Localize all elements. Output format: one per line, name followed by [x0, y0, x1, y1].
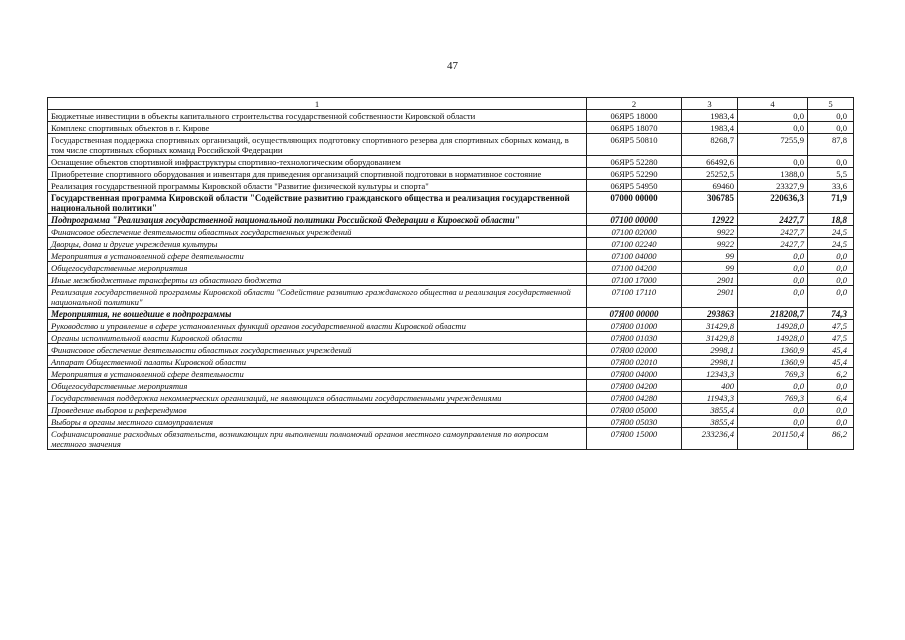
row-value-percent-cell: 24,5	[808, 238, 854, 250]
table-row	[48, 156, 854, 168]
row-name-cell: Государственная поддержка некоммерческих организаций, не являющихся областными государственными учреждениями	[48, 392, 587, 404]
row-value-executed-cell: 23327,9	[738, 180, 808, 192]
row-name-cell: Дворцы, дома и другие учреждения культуры	[48, 238, 587, 250]
row-value-executed-cell: 0,0	[738, 416, 808, 428]
table-row	[48, 286, 854, 308]
row-code-cell: 07Я00 02010	[587, 356, 682, 368]
table-body	[48, 110, 854, 450]
row-value-planned-cell: 2901	[682, 274, 738, 286]
row-value-percent-cell: 33,6	[808, 180, 854, 192]
row-code-cell: 07000 00000	[587, 192, 682, 214]
row-code-cell: 06ЯР5 18070	[587, 122, 682, 134]
row-value-executed-cell: 0,0	[738, 122, 808, 134]
row-name-cell: Выборы в органы местного самоуправления	[48, 416, 587, 428]
row-value-executed-cell: 1360,9	[738, 344, 808, 356]
row-name-cell: Реализация государственной программы Кировской области "Развитие физической культуры и спорта"	[48, 180, 587, 192]
row-value-percent-cell: 0,0	[808, 380, 854, 392]
row-value-planned-cell: 2998,1	[682, 344, 738, 356]
table-row	[48, 380, 854, 392]
row-name-cell: Общегосударственные мероприятия	[48, 380, 587, 392]
row-name-cell: Руководство и управление в сфере установленных функций органов государственной власти Кировской области	[48, 320, 587, 332]
row-value-planned-cell: 66492,6	[682, 156, 738, 168]
row-name-cell: Государственная поддержка спортивных организаций, осуществляющих подготовку спортивного резерва для спортивных сборных команд, в том числе спортивных сборных команд Российской Федерации	[48, 134, 587, 156]
table-row	[48, 180, 854, 192]
table-row	[48, 344, 854, 356]
row-code-cell: 07100 17110	[587, 286, 682, 308]
table-row	[48, 308, 854, 320]
row-value-planned-cell: 9922	[682, 226, 738, 238]
row-value-executed-cell: 0,0	[738, 274, 808, 286]
row-value-executed-cell: 0,0	[738, 250, 808, 262]
row-name-cell: Оснащение объектов спортивной инфраструктуры спортивно-технологическим оборудованием	[48, 156, 587, 168]
page-number: 47	[447, 60, 458, 72]
row-value-planned-cell: 400	[682, 380, 738, 392]
row-value-executed-cell: 2427,7	[738, 226, 808, 238]
row-value-percent-cell: 86,2	[808, 428, 854, 450]
row-value-percent-cell: 45,4	[808, 356, 854, 368]
row-value-planned-cell: 1983,4	[682, 122, 738, 134]
row-value-percent-cell: 0,0	[808, 404, 854, 416]
row-value-percent-cell: 0,0	[808, 274, 854, 286]
row-value-percent-cell: 47,5	[808, 332, 854, 344]
row-value-planned-cell: 2998,1	[682, 356, 738, 368]
row-value-planned-cell: 9922	[682, 238, 738, 250]
row-value-executed-cell: 1360,9	[738, 356, 808, 368]
row-value-executed-cell: 14928,0	[738, 332, 808, 344]
row-value-planned-cell: 306785	[682, 192, 738, 214]
row-value-planned-cell: 3855,4	[682, 416, 738, 428]
table-row	[48, 368, 854, 380]
table-row	[48, 356, 854, 368]
row-value-executed-cell: 1388,0	[738, 168, 808, 180]
row-code-cell: 07100 04200	[587, 262, 682, 274]
row-value-planned-cell: 233236,4	[682, 428, 738, 450]
row-value-percent-cell: 0,0	[808, 156, 854, 168]
row-value-executed-cell: 0,0	[738, 262, 808, 274]
row-value-planned-cell: 31429,8	[682, 332, 738, 344]
row-value-executed-cell: 769,3	[738, 392, 808, 404]
row-value-executed-cell: 2427,7	[738, 238, 808, 250]
row-value-executed-cell: 769,3	[738, 368, 808, 380]
table-row	[48, 262, 854, 274]
row-value-executed-cell: 0,0	[738, 156, 808, 168]
row-name-cell: Иные межбюджетные трансферты из областного бюджета	[48, 274, 587, 286]
table-row	[48, 392, 854, 404]
row-value-percent-cell: 0,0	[808, 262, 854, 274]
table-row	[48, 428, 854, 450]
row-value-planned-cell: 99	[682, 250, 738, 262]
row-value-percent-cell: 0,0	[808, 250, 854, 262]
row-code-cell: 07Я00 15000	[587, 428, 682, 450]
row-value-executed-cell: 0,0	[738, 380, 808, 392]
row-value-percent-cell: 0,0	[808, 416, 854, 428]
row-name-cell: Проведение выборов и референдумов	[48, 404, 587, 416]
table-row	[48, 214, 854, 226]
row-code-cell: 07Я00 05000	[587, 404, 682, 416]
row-name-cell: Софинансирование расходных обязательств, возникающих при выполнении полномочий органов местного самоуправления по вопросам местного значения	[48, 428, 587, 450]
row-value-percent-cell: 6,2	[808, 368, 854, 380]
row-code-cell: 07Я00 04280	[587, 392, 682, 404]
row-value-planned-cell: 31429,8	[682, 320, 738, 332]
row-code-cell: 07Я00 01000	[587, 320, 682, 332]
row-name-cell: Государственная программа Кировской области "Содействие развитию гражданского общества и реализация государственной национальной политики"	[48, 192, 587, 214]
table-row	[48, 250, 854, 262]
row-value-percent-cell: 0,0	[808, 122, 854, 134]
row-value-planned-cell: 99	[682, 262, 738, 274]
row-value-planned-cell: 1983,4	[682, 110, 738, 122]
row-name-cell: Бюджетные инвестиции в объекты капитального строительства государственной собственности Кировской области	[48, 110, 587, 122]
row-code-cell: 07100 00000	[587, 214, 682, 226]
row-value-percent-cell: 5,5	[808, 168, 854, 180]
header-col-5: 5	[808, 98, 854, 110]
row-code-cell: 06ЯР5 52290	[587, 168, 682, 180]
row-value-percent-cell: 0,0	[808, 110, 854, 122]
row-code-cell: 07Я00 01030	[587, 332, 682, 344]
row-code-cell: 07Я00 04200	[587, 380, 682, 392]
table-row	[48, 110, 854, 122]
row-value-percent-cell: 74,3	[808, 308, 854, 320]
row-code-cell: 07Я00 02000	[587, 344, 682, 356]
row-value-percent-cell: 6,4	[808, 392, 854, 404]
table-row	[48, 192, 854, 214]
row-value-executed-cell: 14928,0	[738, 320, 808, 332]
table-row	[48, 122, 854, 134]
row-name-cell: Мероприятия, не вошедшие в подпрограммы	[48, 308, 587, 320]
row-name-cell: Финансовое обеспечение деятельности областных государственных учреждений	[48, 226, 587, 238]
row-name-cell: Аппарат Общественной палаты Кировской области	[48, 356, 587, 368]
header-col-2: 2	[587, 98, 682, 110]
row-code-cell: 07Я00 05030	[587, 416, 682, 428]
row-value-executed-cell: 0,0	[738, 286, 808, 308]
row-value-executed-cell: 201150,4	[738, 428, 808, 450]
header-col-1: 1	[48, 98, 587, 110]
row-value-percent-cell: 24,5	[808, 226, 854, 238]
row-value-percent-cell: 47,5	[808, 320, 854, 332]
row-name-cell: Мероприятия в установленной сфере деятельности	[48, 250, 587, 262]
row-value-planned-cell: 12922	[682, 214, 738, 226]
row-value-planned-cell: 11943,3	[682, 392, 738, 404]
row-code-cell: 07100 02240	[587, 238, 682, 250]
row-name-cell: Реализация государственной программы Кировской области "Содействие развитию гражданского общества и реализация государственной национальной политики"	[48, 286, 587, 308]
table-row	[48, 404, 854, 416]
row-value-percent-cell: 0,0	[808, 286, 854, 308]
row-value-planned-cell: 25252,5	[682, 168, 738, 180]
row-value-percent-cell: 71,9	[808, 192, 854, 214]
table-row	[48, 332, 854, 344]
table-row	[48, 238, 854, 250]
row-name-cell: Комплекс спортивных объектов в г. Кирове	[48, 122, 587, 134]
header-row	[48, 98, 854, 110]
header-col-4: 4	[738, 98, 808, 110]
row-value-planned-cell: 3855,4	[682, 404, 738, 416]
row-name-cell: Приобретение спортивного оборудования и инвентаря для приведения организаций спортивной подготовки в нормативное состояние	[48, 168, 587, 180]
row-code-cell: 07100 04000	[587, 250, 682, 262]
table-row	[48, 226, 854, 238]
row-value-planned-cell: 69460	[682, 180, 738, 192]
budget-table	[47, 97, 854, 450]
table-row	[48, 168, 854, 180]
row-value-executed-cell: 2427,7	[738, 214, 808, 226]
row-code-cell: 06ЯР5 54950	[587, 180, 682, 192]
row-value-planned-cell: 293863	[682, 308, 738, 320]
table-row	[48, 274, 854, 286]
row-name-cell: Органы исполнительной власти Кировской области	[48, 332, 587, 344]
row-code-cell: 06ЯР5 18000	[587, 110, 682, 122]
row-value-planned-cell: 8268,7	[682, 134, 738, 156]
row-value-executed-cell: 220636,3	[738, 192, 808, 214]
row-value-percent-cell: 87,8	[808, 134, 854, 156]
row-code-cell: 07Я00 00000	[587, 308, 682, 320]
table-row	[48, 416, 854, 428]
header-col-3: 3	[682, 98, 738, 110]
row-code-cell: 07100 02000	[587, 226, 682, 238]
table-row	[48, 320, 854, 332]
row-name-cell: Мероприятия в установленной сфере деятельности	[48, 368, 587, 380]
row-value-executed-cell: 0,0	[738, 110, 808, 122]
row-code-cell: 07100 17000	[587, 274, 682, 286]
row-name-cell: Финансовое обеспечение деятельности областных государственных учреждений	[48, 344, 587, 356]
row-value-percent-cell: 18,8	[808, 214, 854, 226]
table-row	[48, 134, 854, 156]
row-value-planned-cell: 2901	[682, 286, 738, 308]
row-value-executed-cell: 7255,9	[738, 134, 808, 156]
row-code-cell: 06ЯР5 50810	[587, 134, 682, 156]
row-value-planned-cell: 12343,3	[682, 368, 738, 380]
row-value-percent-cell: 45,4	[808, 344, 854, 356]
row-value-executed-cell: 218208,7	[738, 308, 808, 320]
row-code-cell: 06ЯР5 52280	[587, 156, 682, 168]
row-name-cell: Подпрограмма "Реализация государственной национальной политики Российской Федерации в Кировской области"	[48, 214, 587, 226]
row-name-cell: Общегосударственные мероприятия	[48, 262, 587, 274]
row-code-cell: 07Я00 04000	[587, 368, 682, 380]
row-value-executed-cell: 0,0	[738, 404, 808, 416]
